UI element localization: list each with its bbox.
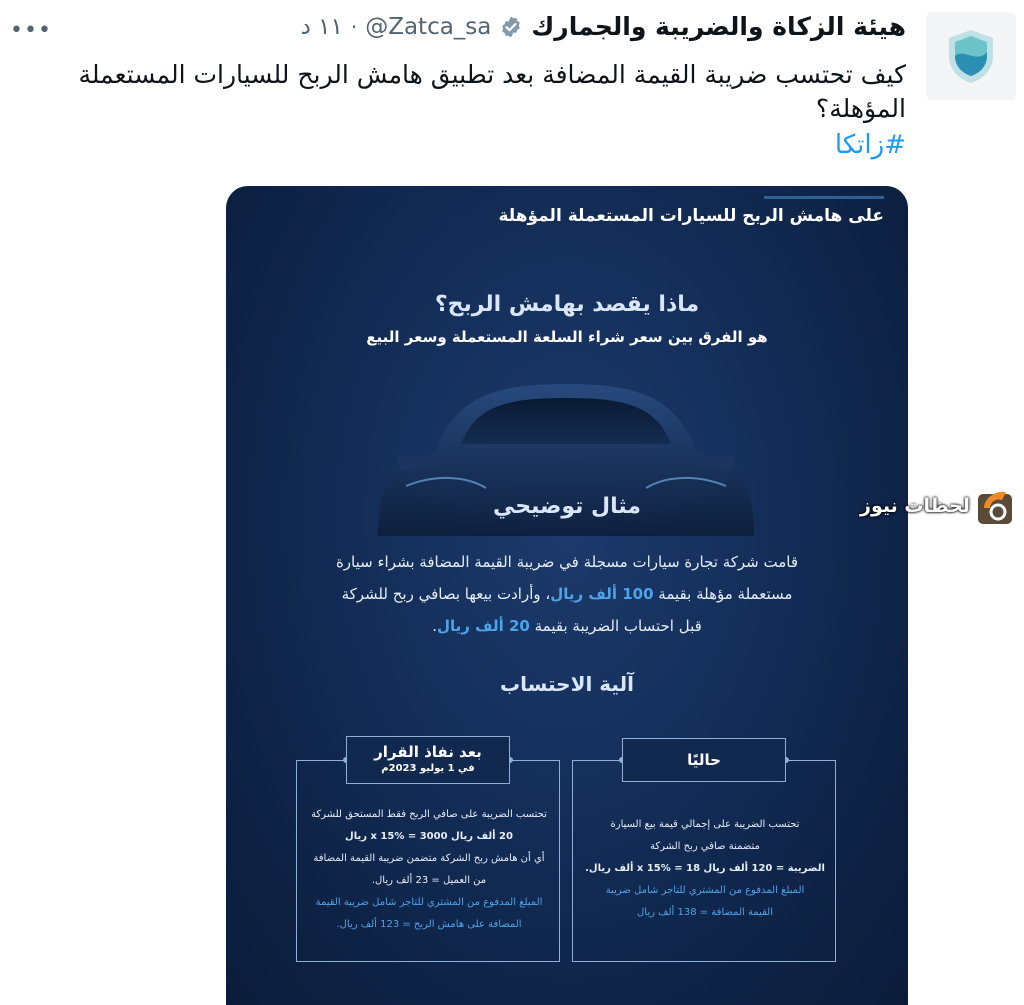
after-decision-date: في 1 يوليو 2023م	[381, 763, 475, 774]
hashtag-link[interactable]: #زاتكا	[834, 130, 906, 160]
example-line-3-post: .	[432, 617, 437, 635]
after-line-2: 20 ألف ريال x 15% = 3000 ريال	[345, 831, 513, 842]
after-line-5: المبلغ المدفوع من المشتري للتاجر شامل ضريبة القيمة	[315, 897, 543, 908]
current-label	[622, 738, 786, 782]
watermark-logo-icon	[976, 486, 1016, 526]
question-title: ماذا يقصد بهامش الربح؟	[434, 292, 700, 317]
after-line-4: من العميل = 23 ألف ريال.	[371, 875, 487, 886]
question-answer: هو الفرق بين سعر شراء السلعة المستعملة وسعر البيع	[366, 328, 768, 346]
example-line-1: قامت شركة تجارة سيارات مسجلة في ضريبة القيمة المضافة بشراء سيارة	[335, 553, 799, 571]
tweet-text: كيف تحتسب ضريبة القيمة المضافة بعد تطبيق هامش الربح للسيارات المستعملة المؤهلة؟	[78, 60, 906, 123]
account-name[interactable]: هيئة الزكاة والضريبة والجمارك	[531, 12, 906, 41]
example-line-2	[326, 578, 808, 610]
example-line-3	[326, 610, 808, 642]
car-illustration	[366, 366, 766, 556]
example-body	[326, 546, 808, 642]
current-text	[582, 814, 828, 924]
after-decision-label	[346, 736, 510, 784]
more-options-icon[interactable]: •••	[10, 18, 52, 43]
verified-badge-icon	[499, 15, 523, 39]
account-handle[interactable]: @Zatca_sa	[365, 13, 492, 40]
tweet-timestamp[interactable]: ١١ د	[300, 13, 343, 40]
tweet-media-infographic[interactable]	[226, 186, 908, 1005]
watermark-text: لحظات نيوز	[860, 495, 970, 517]
example-line-2-post: ، وأرادت بيعها بصافي ربح للشركة	[341, 585, 551, 603]
after-line-1: تحتسب الضريبة على صافي الربح فقط المستحق للشركة	[311, 809, 547, 820]
after-line-6: المضافة على هامش الربح = 123 ألف ريال.	[336, 919, 522, 930]
now-line-3: الضريبة = 120 ألف ريال x 15% = 18 ألف ريال.	[585, 863, 825, 874]
infographic-heading: على هامش الربح للسيارات المستعملة المؤهلة	[498, 206, 884, 226]
connector-line	[786, 760, 836, 761]
connector-line	[296, 760, 346, 761]
separator-dot: ·	[350, 14, 358, 39]
after-decision-title: بعد نفاذ القرار	[374, 743, 482, 761]
now-line-2: متضمنة صافي ربح الشركة	[650, 841, 760, 852]
current-title: حاليًا	[687, 751, 721, 769]
example-line-3-pre: قبل احتساب الضريبة بقيمة	[529, 617, 702, 635]
now-line-4: المبلغ المدفوع من المشتري للتاجر شامل ضريبة	[605, 885, 805, 896]
profit-amount: 20 ألف ريال	[436, 617, 530, 635]
now-line-5: القيمة المضافة = 138 ألف ريال	[637, 907, 773, 918]
tweet-header	[301, 12, 906, 41]
news-watermark	[860, 486, 1016, 526]
mechanism-title: آلية الاحتساب	[500, 672, 634, 696]
after-line-3: أي أن هامش ربح الشركة متضمن ضريبة القيمة المضافة	[313, 853, 545, 864]
connector-line	[572, 760, 622, 761]
account-avatar[interactable]	[926, 12, 1016, 100]
zatca-logo-icon	[943, 26, 999, 86]
example-title: مثال توضيحي	[492, 494, 642, 519]
after-decision-text	[306, 804, 552, 936]
connector-line	[510, 760, 560, 761]
purchase-amount: 100 ألف ريال	[550, 585, 654, 603]
now-line-1: تحتسب الضريبة على إجمالي قيمة بيع السيارة	[610, 819, 800, 830]
heading-accent-bar	[764, 196, 884, 199]
example-line-2-pre: مستعملة مؤهلة بقيمة	[653, 585, 793, 603]
